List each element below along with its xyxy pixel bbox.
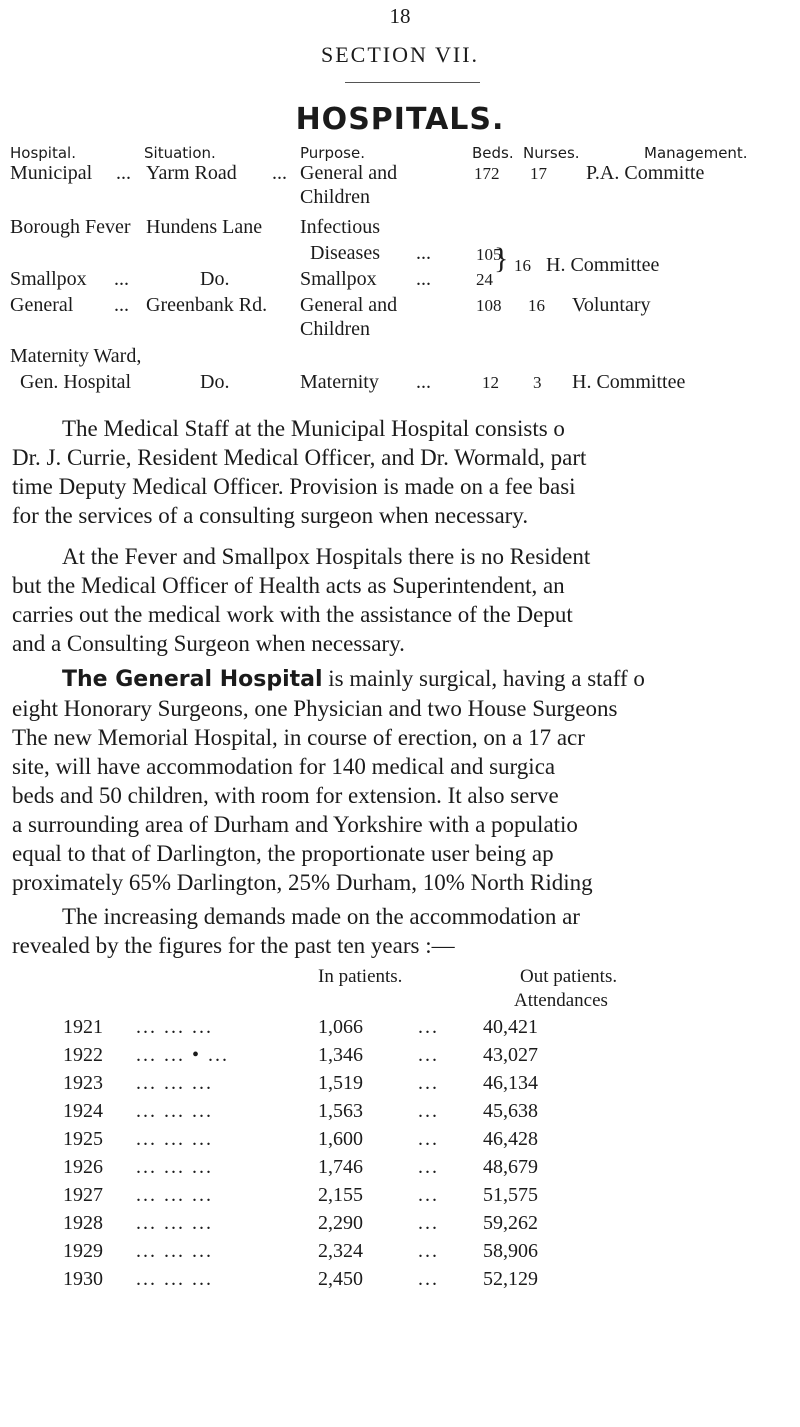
dots-cell: ... ... ... bbox=[136, 1156, 213, 1178]
table-cell-situation: Hundens Lane bbox=[146, 216, 263, 238]
outpatients-cell: 58,906 bbox=[483, 1240, 538, 1262]
outpatients-cell: 48,679 bbox=[483, 1156, 538, 1178]
page-number: 18 bbox=[389, 4, 411, 28]
dots-cell: ... ... ... bbox=[136, 1268, 213, 1290]
header-attendances: Attendances bbox=[514, 990, 608, 1011]
text-line: carries out the medical work with the assistance of the Deput bbox=[12, 602, 573, 627]
dots-cell: ... ... ... bbox=[136, 1128, 213, 1150]
table-cell-purpose: Infectious bbox=[300, 216, 380, 238]
table-cell-situation: Yarm Road bbox=[146, 162, 237, 184]
table-cell-management: H. Committee bbox=[572, 371, 686, 393]
inpatients-cell: 2,324 bbox=[318, 1240, 363, 1262]
dots-cell: ... ... ... bbox=[136, 1184, 213, 1206]
table-cell-situation: Do. bbox=[200, 268, 230, 290]
inpatients-cell: 1,519 bbox=[318, 1072, 363, 1094]
header-purpose: Purpose. bbox=[300, 144, 365, 162]
table-cell-dots: ... bbox=[114, 268, 129, 290]
table-cell-hospital: Maternity Ward, bbox=[10, 345, 142, 367]
table-cell-purpose: Children bbox=[300, 186, 370, 208]
table-cell-purpose: Maternity bbox=[300, 371, 379, 393]
section-title: SECTION VII. bbox=[320, 42, 480, 67]
table-cell-management: P.A. Committe bbox=[586, 162, 705, 184]
year-cell: 1929 bbox=[63, 1240, 103, 1262]
outpatients-cell: 59,262 bbox=[483, 1212, 538, 1234]
table-cell-beds: 12 bbox=[482, 373, 499, 392]
dots-cell: ... bbox=[418, 1240, 439, 1262]
text-line: a surrounding area of Durham and Yorkshire with a populatio bbox=[12, 812, 578, 837]
inpatients-cell: 2,450 bbox=[318, 1268, 363, 1290]
header-hospital: Hospital. bbox=[10, 144, 76, 162]
table-cell-management: H. Committee bbox=[546, 254, 660, 276]
text-line: Dr. J. Currie, Resident Medical Officer, and Dr. Wormald, part bbox=[12, 445, 587, 470]
year-cell: 1921 bbox=[63, 1016, 103, 1038]
dots-cell: ... ... ... bbox=[136, 1072, 213, 1094]
text-line: The new Memorial Hospital, in course of erection, on a 17 acr bbox=[12, 725, 585, 750]
year-cell: 1930 bbox=[63, 1268, 103, 1290]
table-cell-purpose: Children bbox=[300, 318, 370, 340]
header-management: Management. bbox=[644, 144, 748, 162]
inpatients-cell: 2,290 bbox=[318, 1212, 363, 1234]
dots-cell: ... ... ... bbox=[136, 1240, 213, 1262]
dots-cell: ... bbox=[418, 1072, 439, 1094]
table-cell-management: Voluntary bbox=[572, 294, 651, 316]
table-row bbox=[0, 1072, 800, 1102]
table-row bbox=[0, 1100, 800, 1130]
inpatients-cell: 2,155 bbox=[318, 1184, 363, 1206]
paragraph-fever-smallpox bbox=[12, 542, 800, 658]
outpatients-cell: 45,638 bbox=[483, 1100, 538, 1122]
outpatients-cell: 40,421 bbox=[483, 1016, 538, 1038]
text-line: revealed by the figures for the past ten years :— bbox=[12, 933, 455, 958]
year-cell: 1923 bbox=[63, 1072, 103, 1094]
dots-cell: ... bbox=[418, 1212, 439, 1234]
table-cell-dots: ... bbox=[114, 294, 129, 316]
year-cell: 1928 bbox=[63, 1212, 103, 1234]
text-line: for the services of a consulting surgeon when necessary. bbox=[12, 503, 529, 528]
outpatients-cell: 46,428 bbox=[483, 1128, 538, 1150]
table-cell-nurses: 17 bbox=[530, 164, 547, 183]
inpatients-cell: 1,346 bbox=[318, 1044, 363, 1066]
table-cell-beds: 24 bbox=[476, 270, 493, 289]
brace-mark: } bbox=[494, 242, 509, 275]
table-cell-nurses: 16 bbox=[528, 296, 545, 315]
header-situation: Situation. bbox=[144, 144, 216, 162]
paragraph-lead: The General Hospital bbox=[62, 667, 323, 692]
table-row bbox=[0, 1268, 800, 1298]
dots-cell: ... bbox=[418, 1128, 439, 1150]
table-row bbox=[0, 1128, 800, 1158]
dots-cell: ... bbox=[418, 1184, 439, 1206]
header-inpatients: In patients. bbox=[318, 966, 403, 987]
page-title: HOSPITALS. bbox=[295, 102, 505, 137]
text-line: The Medical Staff at the Municipal Hospital consists o bbox=[62, 416, 565, 441]
text-line-rest: is mainly surgical, having a staff o bbox=[322, 666, 645, 691]
paragraph-demands bbox=[12, 902, 800, 960]
dots-cell: ... bbox=[418, 1100, 439, 1122]
text-line: proximately 65% Darlington, 25% Durham, 10% North Riding bbox=[12, 870, 593, 895]
table-cell-hospital: Gen. Hospital bbox=[20, 371, 132, 393]
text-line bbox=[12, 664, 800, 694]
table-cell-hospital: Borough Fever bbox=[10, 216, 131, 238]
dots-cell: ... bbox=[418, 1016, 439, 1038]
table-cell-hospital: Smallpox bbox=[10, 268, 87, 290]
outpatients-cell: 43,027 bbox=[483, 1044, 538, 1066]
dots-cell: ... bbox=[418, 1268, 439, 1290]
text-line: but the Medical Officer of Health acts as Superintendent, an bbox=[12, 573, 565, 598]
table-cell-hospital: Municipal bbox=[10, 162, 93, 184]
table-row bbox=[0, 1212, 800, 1242]
table-cell-purpose: General and bbox=[300, 294, 398, 316]
dots-cell: ... ... • ... bbox=[136, 1044, 230, 1066]
dots-cell: ... bbox=[418, 1156, 439, 1178]
table-cell-beds: 105 bbox=[476, 245, 502, 264]
year-cell: 1922 bbox=[63, 1044, 103, 1066]
table-cell-hospital: General bbox=[10, 294, 74, 316]
dots-cell: ... ... ... bbox=[136, 1016, 213, 1038]
header-beds: Beds. bbox=[472, 144, 514, 162]
table-cell-situation: Greenbank Rd. bbox=[146, 294, 268, 316]
text-line: At the Fever and Smallpox Hospitals there is no Resident bbox=[62, 544, 591, 569]
table-cell-purpose: General and bbox=[300, 162, 398, 184]
inpatients-cell: 1,746 bbox=[318, 1156, 363, 1178]
year-cell: 1925 bbox=[63, 1128, 103, 1150]
year-cell: 1927 bbox=[63, 1184, 103, 1206]
text-line: time Deputy Medical Officer. Provision is made on a fee basi bbox=[12, 474, 576, 499]
dots-cell: ... ... ... bbox=[136, 1100, 213, 1122]
outpatients-cell: 46,134 bbox=[483, 1072, 538, 1094]
table-row bbox=[0, 1044, 800, 1074]
table-cell-dots: ... bbox=[272, 162, 287, 184]
paragraph-general-hospital bbox=[12, 664, 800, 897]
table-cell-situation: Do. bbox=[200, 371, 230, 393]
table-cell-nurses: 3 bbox=[533, 373, 542, 392]
table-row bbox=[0, 1156, 800, 1186]
table-row bbox=[0, 1240, 800, 1270]
text-line: and a Consulting Surgeon when necessary. bbox=[12, 631, 405, 656]
table-cell-dots: ... bbox=[116, 162, 131, 184]
table-cell-beds: 108 bbox=[476, 296, 502, 315]
table-row bbox=[0, 1016, 800, 1046]
year-cell: 1924 bbox=[63, 1100, 103, 1122]
dots-cell: ... bbox=[418, 1044, 439, 1066]
table-cell-nurses: 16 bbox=[514, 256, 531, 275]
header-nurses: Nurses. bbox=[523, 144, 580, 162]
text-line: equal to that of Darlington, the proportionate user being ap bbox=[12, 841, 554, 866]
table-cell-beds: 172 bbox=[474, 164, 500, 183]
table-cell-dots: ... bbox=[416, 371, 431, 393]
paragraph-medical-staff bbox=[12, 414, 800, 530]
table-cell-purpose: Diseases bbox=[310, 242, 380, 264]
table-cell-purpose: Smallpox bbox=[300, 268, 377, 290]
text-line: The increasing demands made on the accommodation ar bbox=[62, 904, 580, 929]
table-cell-dots: ... bbox=[416, 242, 431, 264]
outpatients-cell: 51,575 bbox=[483, 1184, 538, 1206]
header-outpatients: Out patients. bbox=[520, 966, 618, 987]
dots-cell: ... ... ... bbox=[136, 1212, 213, 1234]
inpatients-cell: 1,600 bbox=[318, 1128, 363, 1150]
outpatients-cell: 52,129 bbox=[483, 1268, 538, 1290]
inpatients-cell: 1,066 bbox=[318, 1016, 363, 1038]
hospitals-table bbox=[0, 0, 800, 430]
text-line: site, will have accommodation for 140 medical and surgica bbox=[12, 754, 556, 779]
text-line: beds and 50 children, with room for extension. It also serve bbox=[12, 783, 559, 808]
inpatients-cell: 1,563 bbox=[318, 1100, 363, 1122]
table-cell-dots: ... bbox=[416, 268, 431, 290]
year-cell: 1926 bbox=[63, 1156, 103, 1178]
text-line: eight Honorary Surgeons, one Physician and two House Surgeons bbox=[12, 696, 618, 721]
table-row bbox=[0, 1184, 800, 1214]
